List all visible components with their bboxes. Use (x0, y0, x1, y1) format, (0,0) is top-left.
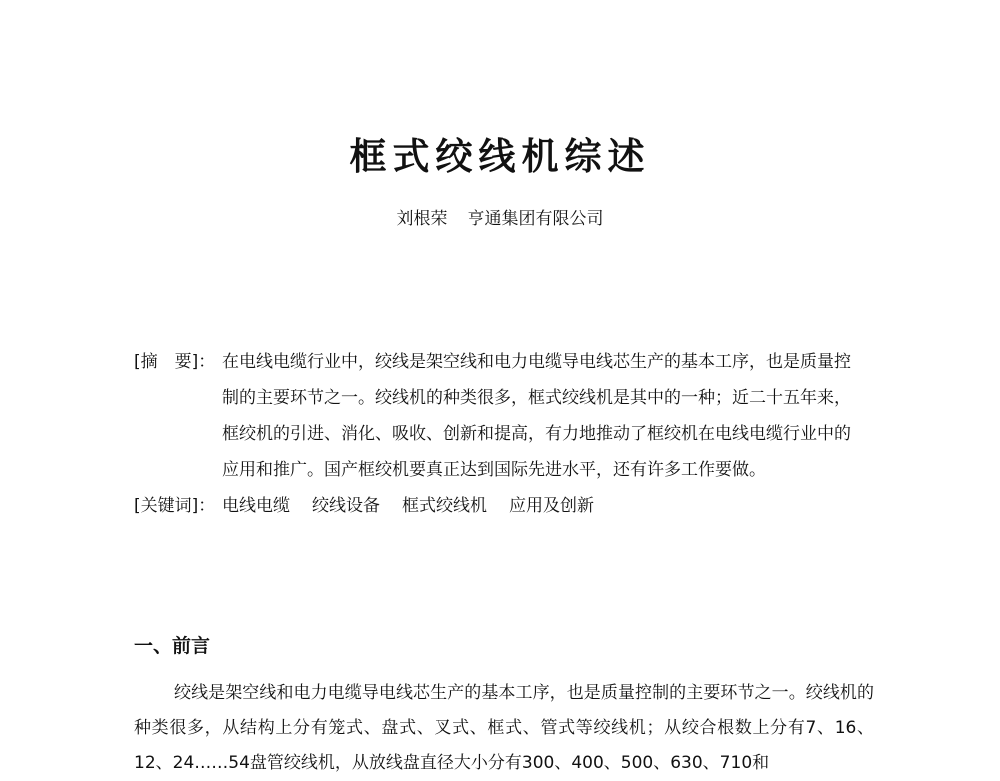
author-affiliation: 亨通集团有限公司 (467, 209, 604, 229)
paper-title: 框式绞线机综述 (349, 134, 651, 178)
keywords-row (134, 488, 874, 524)
section-heading: 一、前言 (134, 635, 211, 657)
keywords-list (222, 488, 862, 524)
keyword: 电线电缆 (222, 496, 290, 516)
author-line (0, 207, 1000, 231)
abstract-text: 在电线电缆行业中，绞线是架空线和电力电缆导电线芯生产的基本工序，也是质量控制的主要环节之一。绞线机的种类很多，框式绞线机是其中的一种；近二十五年来，框绞机的引进、消化、吸收、创新和提高，有力地推动了框绞机在电线电缆行业中的应用和推广。国产框绞机要真正达到国际先进水平，还有许多工作要做。 (222, 352, 851, 480)
body-paragraph: 绞线是架空线和电力电缆导电线芯生产的基本工序，也是质量控制的主要环节之一。绞线机的种类很多，从结构上分有笼式、盘式、叉式、框式、管式等绞线机；从绞合根数上分有7、16、12、24……54盘管绞线机，从放线盘直径大小分有300、400、500、630、710和 (134, 683, 874, 773)
keywords-label: [关键词]： (134, 496, 216, 516)
author-name: 刘根荣 (396, 209, 448, 229)
keyword: 应用及创新 (509, 496, 594, 516)
abstract-block (134, 344, 874, 524)
keyword: 框式绞线机 (402, 496, 487, 516)
abstract-row (134, 344, 874, 488)
abstract-label: [摘 要]： (134, 352, 216, 372)
keyword: 绞线设备 (312, 496, 380, 516)
